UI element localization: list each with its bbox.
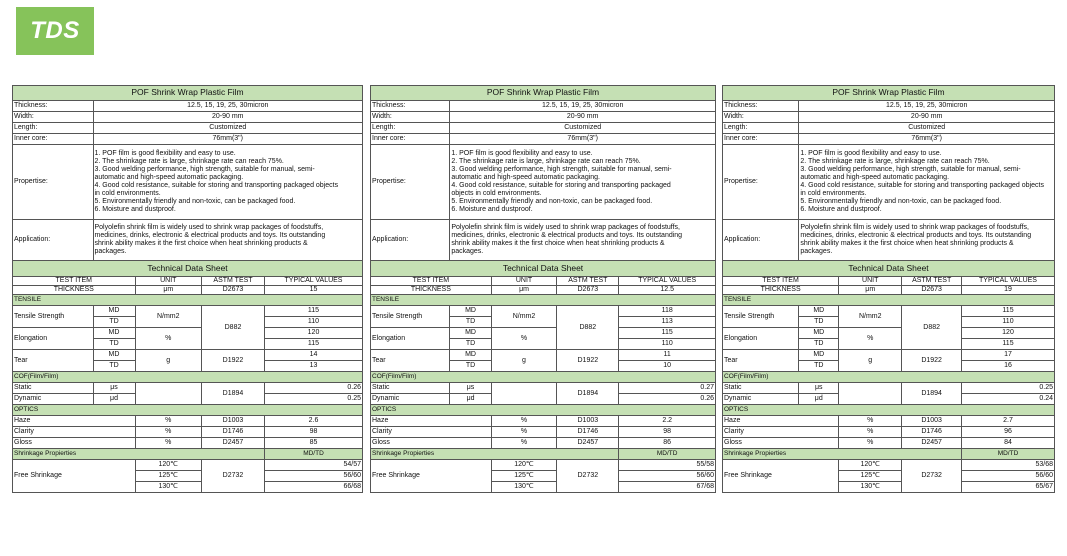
- md-label: MD: [799, 328, 839, 339]
- astm-d2732: D2732: [557, 460, 619, 493]
- cof-unit-blank: [135, 383, 202, 405]
- temp-125: 125℃: [839, 471, 902, 482]
- text-line: 4. Good cold resistance, suitable for storing and transporting packaged objects: [94, 182, 339, 189]
- thickness-label: Thickness:: [13, 101, 94, 112]
- properties-list: [93, 145, 363, 220]
- text-line: 5. Environmentally friendly and non-toxic, can be packaged food.: [451, 198, 653, 206]
- clarity-value: 98: [619, 427, 716, 438]
- text-line: 5. Environmentally friendly and non-toxic, can be packaged food.: [94, 198, 296, 206]
- inner-core-label: Inner core:: [371, 134, 450, 145]
- md-label: MD: [93, 306, 135, 317]
- thickness-astm: D2673: [557, 286, 619, 295]
- gloss-astm: D2457: [902, 438, 962, 449]
- shrink-120: 54/57: [265, 460, 363, 471]
- gloss-label: Gloss: [723, 438, 839, 449]
- astm-d1922: D1922: [557, 350, 619, 372]
- sheet-title: POF Shrink Wrap Plastic Film: [371, 86, 716, 101]
- shrink-130: 67/68: [619, 482, 716, 493]
- application-text: [799, 220, 1055, 261]
- shrink-120: 53/68: [962, 460, 1055, 471]
- md-label: MD: [450, 328, 491, 339]
- spec-sheet-3: [722, 85, 1055, 493]
- text-line: 3. Good welding performance, high strength, suitable for manual, semi-: [800, 165, 1021, 173]
- dynamic-unit: μd: [450, 394, 491, 405]
- text-line: 4. Good cold resistance, suitable for storing and transporting packaged: [451, 182, 671, 189]
- gloss-astm: D2457: [557, 438, 619, 449]
- gloss-value: 86: [619, 438, 716, 449]
- thickness-typical: 12.5: [619, 286, 716, 295]
- clarity-unit: %: [839, 427, 902, 438]
- td-label: TD: [450, 317, 491, 328]
- astm-d2732: D2732: [202, 460, 265, 493]
- section-optics: OPTICS: [723, 405, 1055, 416]
- haze-label: Haze: [371, 416, 492, 427]
- logo-text: TDS: [30, 17, 80, 44]
- section-shrinkage: Shrinkage Propierties: [371, 449, 619, 460]
- tear-md: 14: [265, 350, 363, 361]
- width-label: Width:: [723, 112, 799, 123]
- dynamic-label: Dynamic: [723, 394, 799, 405]
- thickness-row-label: THICKNESS: [13, 286, 136, 295]
- tds-title: Technical Data Sheet: [371, 261, 716, 277]
- text-line: automatic and high-speed automatic packaging.: [800, 173, 950, 181]
- tensile-strength-label: Tensile Strength: [723, 306, 799, 328]
- thickness-row-label: THICKNESS: [723, 286, 839, 295]
- gloss-astm: D2457: [202, 438, 265, 449]
- tear-td: 13: [265, 361, 363, 372]
- text-line: 4. Good cold resistance, suitable for storing and transporting packaged objects: [800, 182, 1044, 189]
- tds-title: Technical Data Sheet: [13, 261, 363, 277]
- astm-d1894: D1894: [202, 383, 265, 405]
- haze-value: 2.2: [619, 416, 716, 427]
- td-label: TD: [450, 339, 491, 350]
- properties-label: Propertise:: [371, 145, 450, 220]
- shrink-125: 56/60: [962, 471, 1055, 482]
- section-optics: OPTICS: [13, 405, 363, 416]
- text-line: 2. The shrinkage rate is large, shrinkage rate can reach 75%.: [800, 157, 990, 165]
- haze-unit: %: [135, 416, 202, 427]
- section-shrinkage: Shrinkage Propierties: [723, 449, 962, 460]
- gloss-unit: %: [839, 438, 902, 449]
- elongation-label: Elongation: [371, 328, 450, 350]
- text-line: 6. Moisture and dustproof.: [94, 206, 176, 214]
- static-label: Static: [13, 383, 94, 394]
- elongation-md: 120: [962, 328, 1055, 339]
- clarity-label: Clarity: [371, 427, 492, 438]
- text-line: 1. POF film is good flexibility and easy to use.: [94, 149, 236, 157]
- section-optics: OPTICS: [371, 405, 716, 416]
- thickness-unit: μm: [839, 286, 902, 295]
- md-label: MD: [93, 350, 135, 361]
- clarity-value: 96: [962, 427, 1055, 438]
- properties-label: Propertise:: [723, 145, 799, 220]
- clarity-unit: %: [491, 427, 557, 438]
- properties-list: [450, 145, 716, 220]
- sheet-title: POF Shrink Wrap Plastic Film: [723, 86, 1055, 101]
- section-shrinkage: Shrinkage Propierties: [13, 449, 265, 460]
- haze-value: 2.6: [265, 416, 363, 427]
- section-cof: COF(Film/Film): [371, 372, 716, 383]
- astm-d1894: D1894: [902, 383, 962, 405]
- thickness-row-label: THICKNESS: [371, 286, 492, 295]
- text-line: 2. The shrinkage rate is large, shrinkage rate can reach 75%.: [451, 157, 641, 165]
- section-tensile: TENSILE: [371, 295, 716, 306]
- elongation-md: 120: [265, 328, 363, 339]
- clarity-astm: D1746: [902, 427, 962, 438]
- dynamic-unit: μd: [93, 394, 135, 405]
- temp-120: 120℃: [839, 460, 902, 471]
- clarity-astm: D1746: [557, 427, 619, 438]
- tear-unit: g: [839, 350, 902, 372]
- header-unit: UNIT: [135, 277, 202, 286]
- text-line: Polyolefin shrink film is widely used to shrink wrap packages of foodstuffs,: [451, 223, 680, 231]
- static-value: 0.25: [962, 383, 1055, 394]
- temp-120: 120℃: [491, 460, 557, 471]
- haze-astm: D1003: [202, 416, 265, 427]
- thickness-unit: μm: [135, 286, 202, 295]
- text-line: shrink ability makes it the first choice when heat shrinking products &: [800, 240, 1014, 247]
- width-label: Width:: [371, 112, 450, 123]
- text-line: shrink ability makes it the first choice when heat shrinking products &: [94, 240, 308, 247]
- inner-core-value: 76mm(3"): [799, 134, 1055, 145]
- shrinkage-column-header: MD/TD: [962, 449, 1055, 460]
- thickness-astm: D2673: [902, 286, 962, 295]
- shrinkage-column-header: MD/TD: [265, 449, 363, 460]
- text-line: 5. Environmentally friendly and non-toxic, can be packaged food.: [800, 198, 1002, 206]
- header-astm-test: ASTM TEST: [202, 277, 265, 286]
- haze-astm: D1003: [557, 416, 619, 427]
- text-line: 6. Moisture and dustproof.: [800, 206, 882, 214]
- text-line: 3. Good welding performance, high strength, suitable for manual, semi-: [451, 165, 672, 173]
- static-unit: μs: [799, 383, 839, 394]
- dynamic-value: 0.26: [619, 394, 716, 405]
- tensile-strength-td: 113: [619, 317, 716, 328]
- header-test-item: TEST ITEM: [723, 277, 839, 286]
- shrink-125: 56/60: [619, 471, 716, 482]
- td-label: TD: [799, 339, 839, 350]
- text-line: 6. Moisture and dustproof.: [451, 206, 533, 214]
- static-unit: μs: [450, 383, 491, 394]
- shrink-120: 55/58: [619, 460, 716, 471]
- text-line: medicines, drinks, electronic & electrical products and toys. Its outstanding: [800, 231, 1032, 239]
- clarity-label: Clarity: [723, 427, 839, 438]
- tensile-strength-md: 118: [619, 306, 716, 317]
- sheet-title: POF Shrink Wrap Plastic Film: [13, 86, 363, 101]
- header-test-item: TEST ITEM: [371, 277, 492, 286]
- spec-sheet-2: [370, 85, 716, 493]
- properties-list: [799, 145, 1055, 220]
- tds-logo: [16, 7, 94, 55]
- elongation-md: 115: [619, 328, 716, 339]
- astm-d882: D882: [202, 306, 265, 350]
- astm-d882: D882: [557, 306, 619, 350]
- text-line: shrink ability makes it the first choice when heat shrinking products &: [451, 240, 665, 247]
- astm-d1922: D1922: [202, 350, 265, 372]
- text-line: 1. POF film is good flexibility and easy to use.: [451, 149, 593, 157]
- shrinkage-column-header: MD/TD: [619, 449, 716, 460]
- thickness-label: Thickness:: [371, 101, 450, 112]
- tensile-strength-md: 115: [962, 306, 1055, 317]
- md-label: MD: [799, 306, 839, 317]
- elongation-unit: %: [839, 328, 902, 350]
- shrink-130: 65/67: [962, 482, 1055, 493]
- tear-label: Tear: [723, 350, 799, 372]
- free-shrinkage-label: Free Shrinkage: [723, 460, 839, 493]
- text-line: packages.: [451, 248, 484, 256]
- thickness-typical: 19: [962, 286, 1055, 295]
- gloss-label: Gloss: [13, 438, 136, 449]
- header-unit: UNIT: [839, 277, 902, 286]
- gloss-label: Gloss: [371, 438, 492, 449]
- static-value: 0.27: [619, 383, 716, 394]
- haze-label: Haze: [13, 416, 136, 427]
- spec-table: [12, 85, 363, 493]
- section-tensile: TENSILE: [13, 295, 363, 306]
- thickness-value: 12.5, 15, 19, 25, 30micron: [93, 101, 363, 112]
- header-typical-values: TYPICAL VALUES: [265, 277, 363, 286]
- static-unit: μs: [93, 383, 135, 394]
- gloss-value: 85: [265, 438, 363, 449]
- application-label: Application:: [371, 220, 450, 261]
- dynamic-value: 0.25: [265, 394, 363, 405]
- clarity-astm: D1746: [202, 427, 265, 438]
- thickness-value: 12.5, 15, 19, 25, 30micron: [450, 101, 716, 112]
- tear-td: 10: [619, 361, 716, 372]
- tensile-strength-unit: N/mm2: [839, 306, 902, 328]
- length-value: Customized: [450, 123, 716, 134]
- inner-core-value: 76mm(3"): [93, 134, 363, 145]
- elongation-label: Elongation: [723, 328, 799, 350]
- elongation-td: 110: [619, 339, 716, 350]
- tear-md: 11: [619, 350, 716, 361]
- static-label: Static: [723, 383, 799, 394]
- haze-unit: %: [491, 416, 557, 427]
- width-value: 20-90 mm: [450, 112, 716, 123]
- elongation-unit: %: [135, 328, 202, 350]
- application-label: Application:: [13, 220, 94, 261]
- application-text: [93, 220, 363, 261]
- header-unit: UNIT: [491, 277, 557, 286]
- shrink-125: 56/60: [265, 471, 363, 482]
- astm-d2732: D2732: [902, 460, 962, 493]
- temp-125: 125℃: [491, 471, 557, 482]
- thickness-unit: μm: [491, 286, 557, 295]
- td-label: TD: [799, 361, 839, 372]
- astm-d882: D882: [902, 306, 962, 350]
- text-line: 1. POF film is good flexibility and easy to use.: [800, 149, 942, 157]
- shrink-130: 66/68: [265, 482, 363, 493]
- tensile-strength-td: 110: [962, 317, 1055, 328]
- inner-core-label: Inner core:: [13, 134, 94, 145]
- tear-label: Tear: [13, 350, 94, 372]
- thickness-typical: 15: [265, 286, 363, 295]
- header-typical-values: TYPICAL VALUES: [619, 277, 716, 286]
- tear-td: 16: [962, 361, 1055, 372]
- text-line: 2. The shrinkage rate is large, shrinkage rate can reach 75%.: [94, 157, 284, 165]
- temp-130: 130℃: [839, 482, 902, 493]
- header-astm-test: ASTM TEST: [902, 277, 962, 286]
- haze-astm: D1003: [902, 416, 962, 427]
- gloss-value: 84: [962, 438, 1055, 449]
- tds-title: Technical Data Sheet: [723, 261, 1055, 277]
- td-label: TD: [450, 361, 491, 372]
- md-label: MD: [799, 350, 839, 361]
- text-line: Polyolefin shrink film is widely used to shrink wrap packages of foodstuffs,: [94, 223, 324, 231]
- clarity-unit: %: [135, 427, 202, 438]
- text-line: packages.: [94, 248, 127, 256]
- free-shrinkage-label: Free Shrinkage: [371, 460, 492, 493]
- dynamic-unit: μd: [799, 394, 839, 405]
- text-line: in cold environments.: [800, 190, 867, 198]
- spec-table: [370, 85, 716, 493]
- length-label: Length:: [723, 123, 799, 134]
- thickness-label: Thickness:: [723, 101, 799, 112]
- width-value: 20-90 mm: [799, 112, 1055, 123]
- application-label: Application:: [723, 220, 799, 261]
- gloss-unit: %: [491, 438, 557, 449]
- width-label: Width:: [13, 112, 94, 123]
- section-tensile: TENSILE: [723, 295, 1055, 306]
- tensile-strength-md: 115: [265, 306, 363, 317]
- text-line: in cold environments.: [94, 190, 161, 198]
- cof-unit-blank: [491, 383, 557, 405]
- thickness-value: 12.5, 15, 19, 25, 30micron: [799, 101, 1055, 112]
- dynamic-label: Dynamic: [371, 394, 450, 405]
- width-value: 20-90 mm: [93, 112, 363, 123]
- gloss-unit: %: [135, 438, 202, 449]
- inner-core-value: 76mm(3"): [450, 134, 716, 145]
- td-label: TD: [93, 361, 135, 372]
- cof-unit-blank: [839, 383, 902, 405]
- elongation-td: 115: [962, 339, 1055, 350]
- tear-unit: g: [135, 350, 202, 372]
- free-shrinkage-label: Free Shrinkage: [13, 460, 136, 493]
- temp-130: 130℃: [135, 482, 202, 493]
- text-line: objects in cold environments.: [451, 190, 542, 198]
- haze-value: 2.7: [962, 416, 1055, 427]
- thickness-astm: D2673: [202, 286, 265, 295]
- astm-d1894: D1894: [557, 383, 619, 405]
- length-value: Customized: [93, 123, 363, 134]
- tensile-strength-label: Tensile Strength: [371, 306, 450, 328]
- static-value: 0.26: [265, 383, 363, 394]
- td-label: TD: [93, 317, 135, 328]
- md-label: MD: [450, 306, 491, 317]
- text-line: packages.: [800, 248, 833, 256]
- haze-unit: %: [839, 416, 902, 427]
- section-cof: COF(Film/Film): [723, 372, 1055, 383]
- spec-table: [722, 85, 1055, 493]
- length-label: Length:: [13, 123, 94, 134]
- haze-label: Haze: [723, 416, 839, 427]
- elongation-td: 115: [265, 339, 363, 350]
- section-cof: COF(Film/Film): [13, 372, 363, 383]
- text-line: 3. Good welding performance, high strength, suitable for manual, semi-: [94, 165, 315, 173]
- tensile-strength-td: 110: [265, 317, 363, 328]
- header-test-item: TEST ITEM: [13, 277, 136, 286]
- dynamic-label: Dynamic: [13, 394, 94, 405]
- tensile-strength-unit: N/mm2: [135, 306, 202, 328]
- inner-core-label: Inner core:: [723, 134, 799, 145]
- elongation-unit: %: [491, 328, 557, 350]
- header-astm-test: ASTM TEST: [557, 277, 619, 286]
- temp-130: 130℃: [491, 482, 557, 493]
- clarity-value: 98: [265, 427, 363, 438]
- static-label: Static: [371, 383, 450, 394]
- md-label: MD: [93, 328, 135, 339]
- text-line: medicines, drinks, electronic & electrical products and toys. Its outstanding: [94, 231, 326, 239]
- tear-unit: g: [491, 350, 557, 372]
- tear-md: 17: [962, 350, 1055, 361]
- astm-d1922: D1922: [902, 350, 962, 372]
- td-label: TD: [93, 339, 135, 350]
- text-line: automatic and high-speed automatic packaging.: [94, 173, 244, 181]
- td-label: TD: [799, 317, 839, 328]
- dynamic-value: 0.24: [962, 394, 1055, 405]
- spec-sheet-1: [12, 85, 363, 493]
- elongation-label: Elongation: [13, 328, 94, 350]
- temp-120: 120℃: [135, 460, 202, 471]
- text-line: medicines, drinks, electronic & electrical products and toys. Its outstanding: [451, 231, 683, 239]
- properties-label: Propertise:: [13, 145, 94, 220]
- length-label: Length:: [371, 123, 450, 134]
- length-value: Customized: [799, 123, 1055, 134]
- text-line: Polyolefin shrink film is widely used to shrink wrap packages of foodstuffs,: [800, 223, 1030, 231]
- header-typical-values: TYPICAL VALUES: [962, 277, 1055, 286]
- tensile-strength-label: Tensile Strength: [13, 306, 94, 328]
- temp-125: 125℃: [135, 471, 202, 482]
- tensile-strength-unit: N/mm2: [491, 306, 557, 328]
- text-line: automatic and high-speed automatic packaging.: [451, 173, 600, 181]
- md-label: MD: [450, 350, 491, 361]
- application-text: [450, 220, 716, 261]
- tear-label: Tear: [371, 350, 450, 372]
- clarity-label: Clarity: [13, 427, 136, 438]
